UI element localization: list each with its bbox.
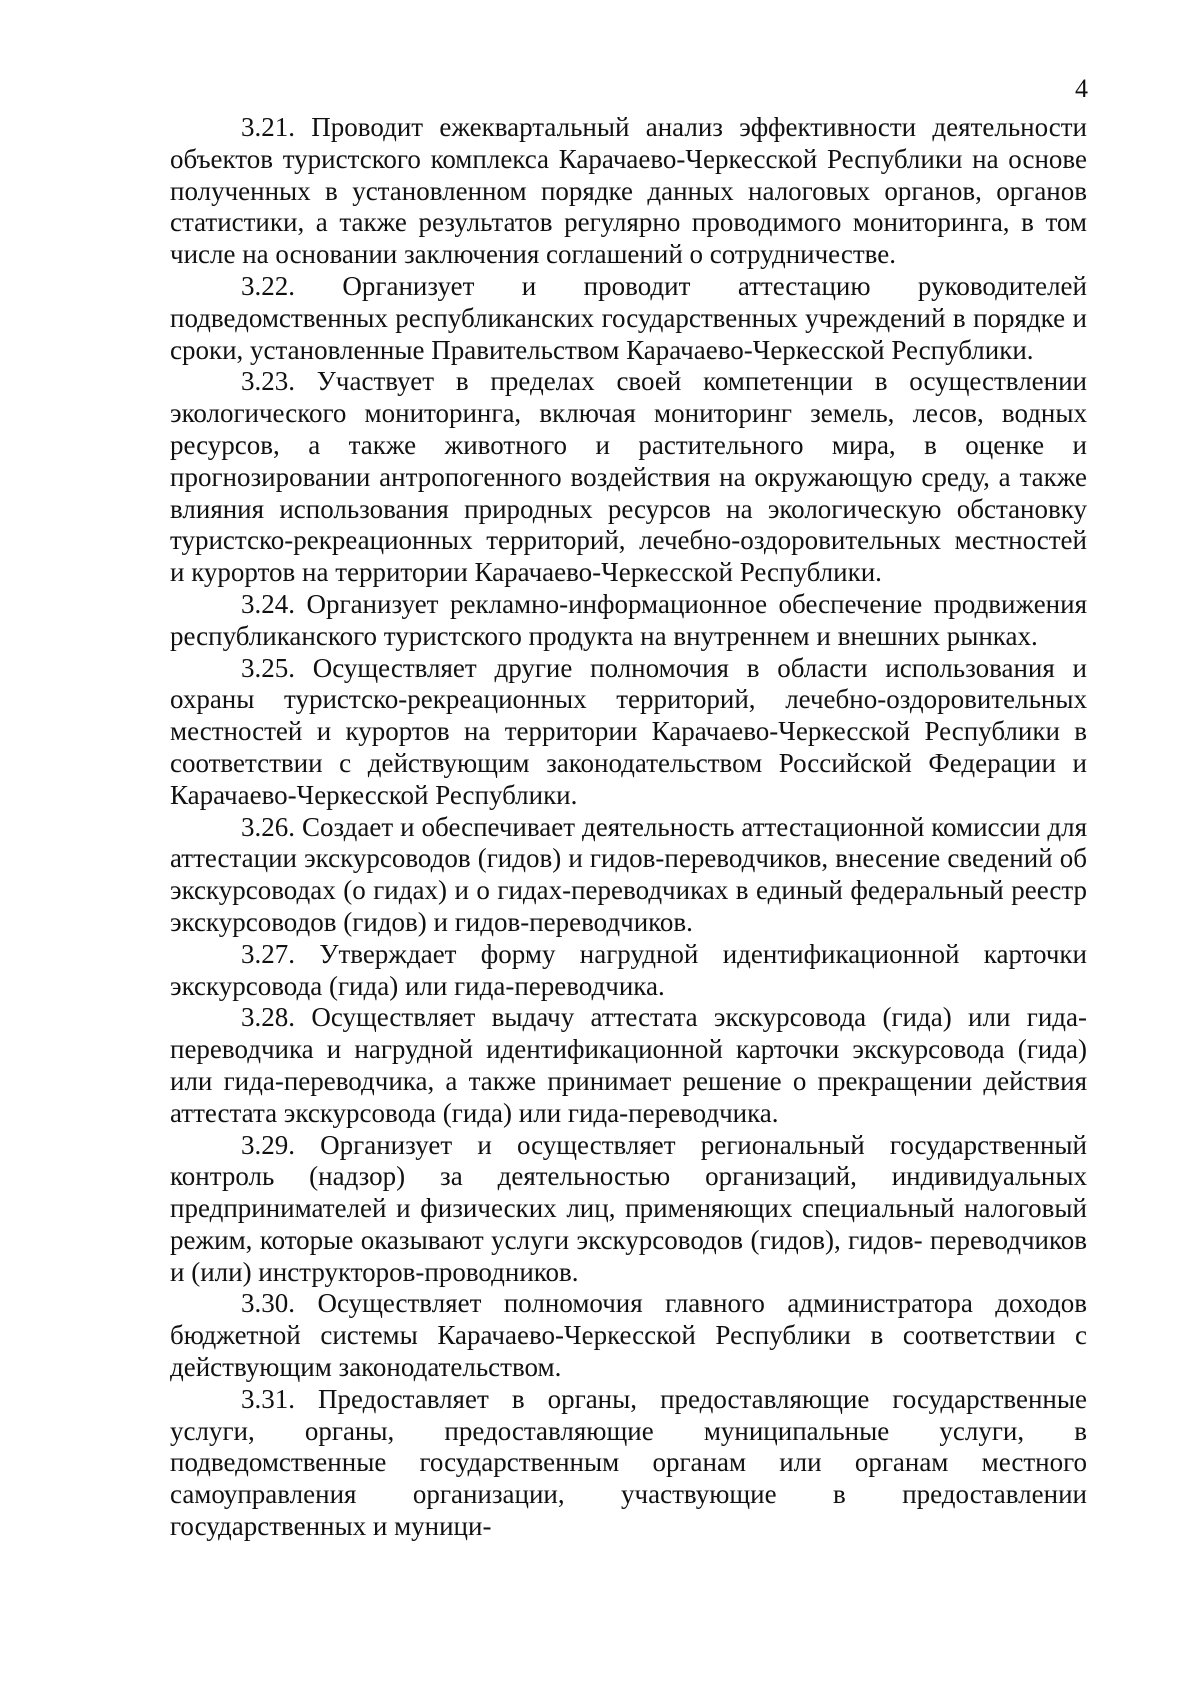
paragraph-3-25: 3.25. Осуществляет другие полномочия в области использования и охраны туристско-рекреационных территорий, лечебно-оздоровительных местностей и курортов на территории Карачаево-Черкесской Республики в соответствии с действующим законодательством Российской Федерации и Карачаево-Черкесской Республики. <box>170 652 1087 810</box>
document-body <box>170 112 1087 1543</box>
page-number: 4 <box>1075 74 1088 103</box>
paragraph-3-30: 3.30. Осуществляет полномочия главного администратора доходов бюджетной системы Карачаево-Черкесской Республики в соответствии с действующим законодательством. <box>170 1288 1087 1383</box>
paragraph-3-26: 3.26. Создает и обеспечивает деятельность аттестационной комиссии для аттестации экскурсоводов (гидов) и гидов-переводчиков, внесение сведений об экскурсоводах (о гидах) и о гидах-переводчиках в единый федеральный реестр экскурсоводов (гидов) и гидов-переводчиков. <box>170 811 1087 937</box>
paragraph-3-23: 3.23. Участвует в пределах своей компетенции в осуществлении экологического мониторинга, включая мониторинг земель, лесов, водных ресурсов, а также животного и растительного мира, в оценке и прогнозировании антропогенного воздействия на окружающую среду, а также влияния использования природных ресурсов на экологическую обстановку туристско-рекреационных территорий, лечебно-оздоровительных местностей и курортов на территории Карачаево-Черкесской Республики. <box>170 366 1087 588</box>
paragraph-3-31: 3.31. Предоставляет в органы, предоставляющие государственные услуги, органы, предоставляющие муниципальные услуги, в подведомственные государственным органам или органам местного самоуправления организации, участвующие в предоставлении государственных и муници- <box>170 1383 1087 1542</box>
paragraph-3-22: 3.22. Организует и проводит аттестацию руководителей подведомственных республиканских государственных учреждений в порядке и сроки, установленные Правительством Карачаево-Черкесской Республики. <box>170 270 1087 365</box>
paragraph-3-24: 3.24. Организует рекламно-информационное обеспечение продвижения республиканского туристского продукта на внутреннем и внешних рынках. <box>170 588 1087 651</box>
paragraph-3-28: 3.28. Осуществляет выдачу аттестата экскурсовода (гида) или гида-переводчика и нагрудной идентификационной карточки экскурсовода (гида) или гида-переводчика, а также принимает решение о прекращении действия аттестата экскурсовода (гида) или гида-переводчика. <box>170 1002 1087 1128</box>
paragraph-3-21: 3.21. Проводит ежеквартальный анализ эффективности деятельности объектов туристского комплекса Карачаево-Черкесской Республики на основе полученных в установленном порядке данных налоговых органов, органов статистики, а также результатов регулярно проводимого мониторинга, в том числе на основании заключения соглашений о сотрудничестве. <box>170 112 1087 270</box>
paragraph-3-29: 3.29. Организует и осуществляет региональный государственный контроль (надзор) за деятельностью организаций, индивидуальных предпринимателей и физических лиц, применяющих специальный налоговый режим, которые оказывают услуги экскурсоводов (гидов), гидов- переводчиков и (или) инструкторов-проводников. <box>170 1129 1087 1287</box>
paragraph-3-27: 3.27. Утверждает форму нагрудной идентификационной карточки экскурсовода (гида) или гида-переводчика. <box>170 938 1087 1001</box>
